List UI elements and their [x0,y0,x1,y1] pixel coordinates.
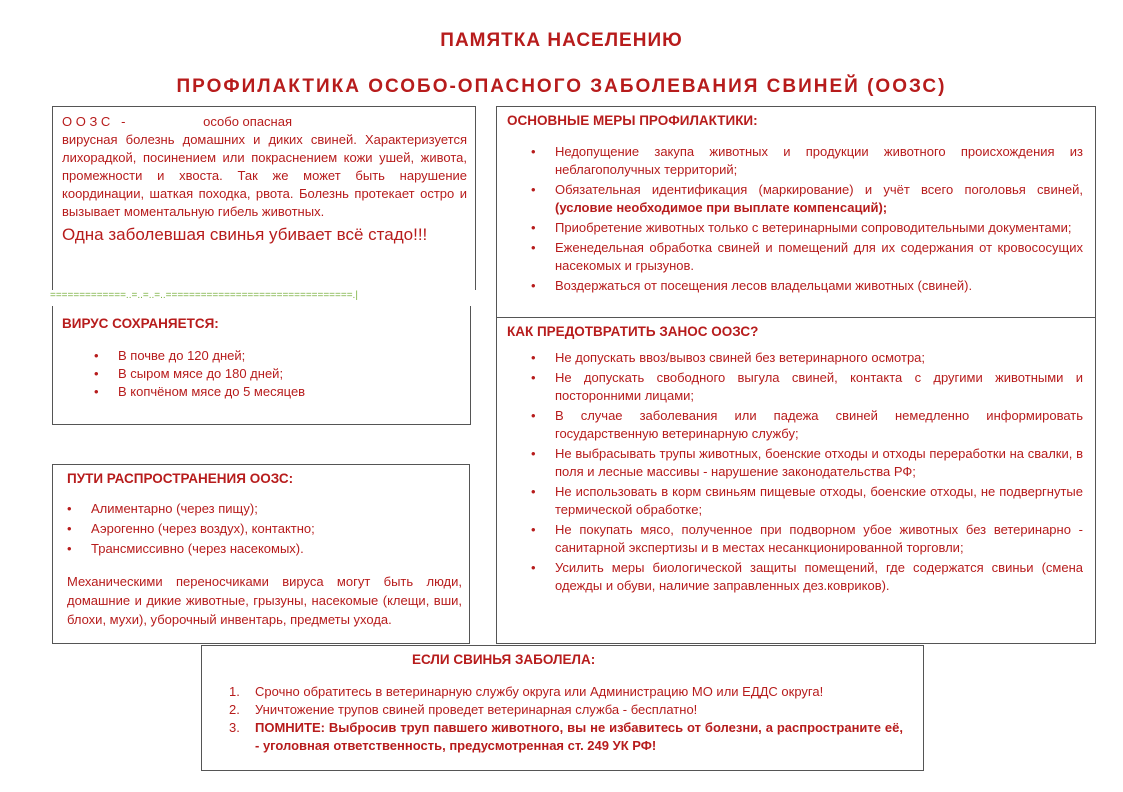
virus-item: • В почве до 120 дней; [118,347,462,365]
prevent-heading: КАК ПРЕДОТВРАТИТЬ ЗАНОС ООЗС? [507,324,759,339]
compensation-condition: (условие необходимое при выплате компенсаций); [555,200,888,215]
sick-item [229,719,903,755]
spread-note: Механическими переносчиками вируса могут быть люди, домашние и дикие животные, грызуны, насекомые (клещи, вши, блохи, мухи), уборочный инвентарь, предметы ухода. [67,574,462,627]
spread-item: • Алиментарно (через пищу); [91,500,462,518]
sick-heading: ЕСЛИ СВИНЬЯ ЗАБОЛЕЛА: [412,652,596,667]
intro-lead: О О З С - [62,114,126,129]
intro-box [52,106,476,290]
measures-item: • Приобретение животных только с ветеринарными сопроводительными документами; [555,219,1083,237]
sick-item-number: 2. [229,702,240,717]
prevent-item: • Усилить меры биологической защиты помещений, где содержатся свиньи (смена одежды и обуви, наличие заправленных дез.ковриков). [555,559,1083,595]
sick-item-number: 3. [229,720,240,735]
measures-item: • Воздержаться от посещения лесов владельцами животных (свиней). [555,277,1083,295]
virus-item: • В копчёном мясе до 5 месяцев [118,383,462,401]
measures-heading: ОСНОВНЫЕ МЕРЫ ПРОФИЛАКТИКИ: [507,113,758,128]
prevent-item: • Не покупать мясо, полученное при подворном убое животных без ветеринарно - санитарной экспертизы и в местах несанкционированной торговли; [555,521,1083,557]
spread-box [52,464,470,644]
prevent-item: • Не допускать свободного выгула свиней, контакта с другими животными и посторонними лицами; [555,369,1083,405]
spread-item: • Трансмиссивно (через насекомых). [91,540,462,558]
intro-divider: =============..=..=..=..================================.| [50,290,358,301]
spread-heading: ПУТИ РАСПРОСТРАНЕНИЯ ООЗС: [67,471,294,486]
measures-item-text: Обязательная идентификация (маркирование) и учёт всего поголовья свиней, [555,182,1083,197]
measures-box [496,106,1096,318]
measures-item: • Недопущение закупа животных и продукции животного происхождения из неблагополучных территорий; [555,143,1083,179]
measures-item [555,181,1083,217]
measures-item: • Еженедельная обработка свиней и помещений для их содержания от кровососущих насекомых и грызунов. [555,239,1083,275]
sick-item-text: Уничтожение трупов свиней проведет ветеринарная служба - бесплатно! [255,702,698,717]
sick-box [201,645,924,771]
law-violation: нарушение законодательства РФ; [711,464,916,479]
intro-text1: особо опасная [203,114,292,129]
sick-item-text: Срочно обратитесь в ветеринарную службу округа или Администрацию МО или ЕДДС округа! [255,684,824,699]
virus-box [52,306,471,425]
prevent-box [496,317,1096,644]
page-subtitle: ПРОФИЛАКТИКА ОСОБО-ОПАСНОГО ЗАБОЛЕВАНИЯ СВИНЕЙ (ООЗС) [176,76,947,97]
intro-warning: Одна заболевшая свинья убивает всё стадо!!! [62,225,428,244]
sick-item-number: 1. [229,684,240,699]
prevent-item: • Не допускать ввоз/вывоз свиней без ветеринарного осмотра; [555,349,1083,367]
prevent-item: • В случае заболевания или падежа свиней немедленно информировать государственную ветеринарную службу; [555,407,1083,443]
virus-heading: ВИРУС СОХРАНЯЕТСЯ: [62,316,219,331]
prevent-item-text: Не выбрасывать трупы животных, боенские отходы и отходы переработки на свалки, в поля и лесные массивы - [555,446,1083,479]
prevent-item: • Не использовать в корм свиньям пищевые отходы, боенские отходы, не подвергнутые термической обработке; [555,483,1083,519]
sick-item [229,683,903,701]
remember-label: ПОМНИТЕ [255,720,321,735]
prevent-item [555,445,1083,481]
sick-item-text: : Выбросив труп павшего животного, вы не избавитесь от болезни, а распространите её, - уголовная ответственность, предусмотренная ст. 249 УК РФ! [255,720,903,753]
sick-item [229,701,903,719]
intro-description: вирусная болезнь домашних и диких свиней. Характеризуется лихорадкой, посинением или покраснением кожи ушей, живота, промежности и хвоста. Так же может быть нарушение координации, шаткая походка, рвота. Болезнь протекает остро и вызывает моментальную гибель животных. [62,132,467,219]
page-title: ПАМЯТКА НАСЕЛЕНИЮ [440,30,683,51]
virus-item: • В сыром мясе до 180 дней; [118,365,462,383]
spread-item: • Аэрогенно (через воздух), контактно; [91,520,462,538]
